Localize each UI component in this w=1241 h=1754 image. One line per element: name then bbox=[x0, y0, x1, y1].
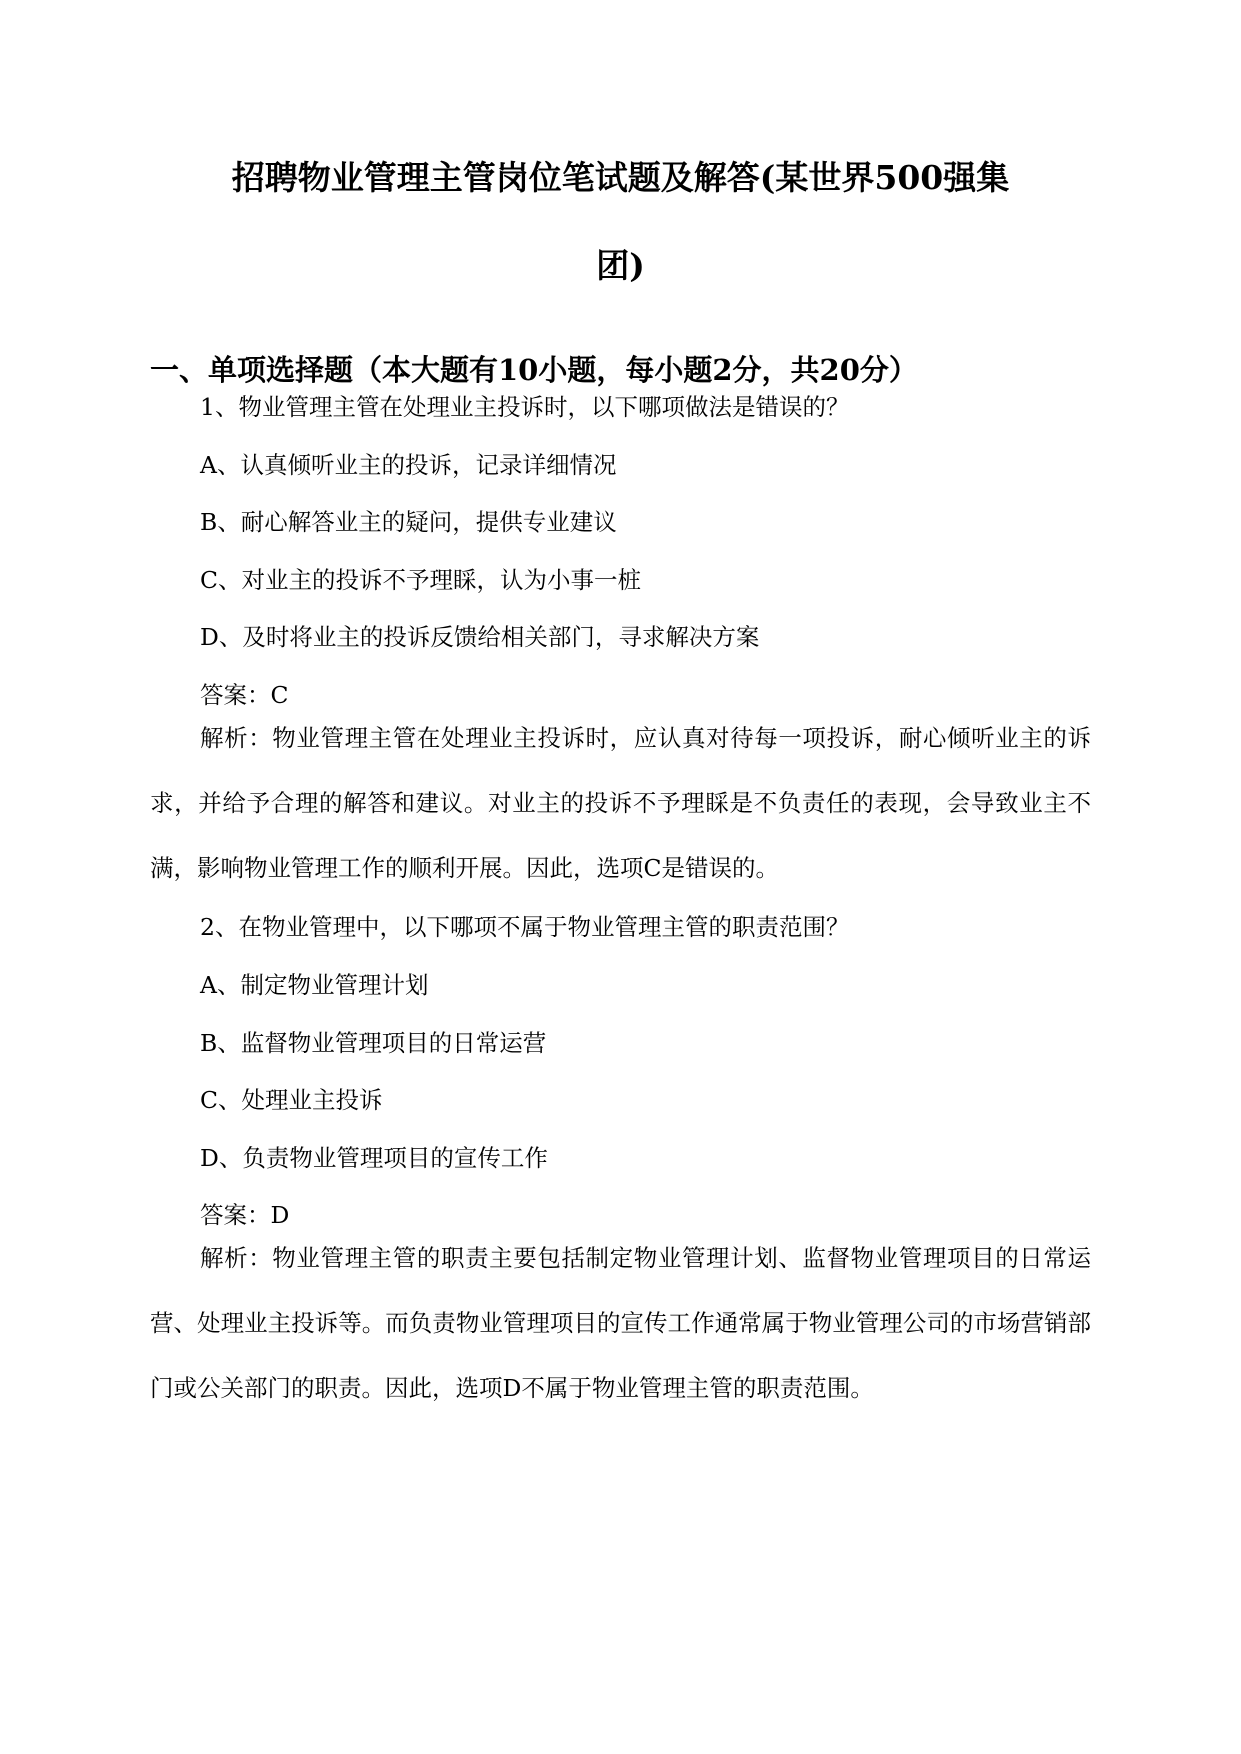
question-2-analysis: 解析：物业管理主管的职责主要包括制定物业管理计划、监督物业管理项目的日常运营、处理业主投诉等。而负责物业管理项目的宣传工作通常属于物业管理公司的市场营销部门或公关部门的职责。因此，选项D不属于物业管理主管的职责范围。 bbox=[150, 1244, 1091, 1402]
question-2-option-b: B、监督物业管理项目的日常运营 bbox=[200, 1029, 547, 1057]
section-heading: 一、单项选择题（本大题有10小题，每小题2分，共20分） bbox=[150, 353, 918, 387]
question-1-answer: 答案：C bbox=[200, 681, 289, 709]
question-2-option-a: A、制定物业管理计划 bbox=[200, 971, 429, 999]
question-1-analysis: 解析：物业管理主管在处理业主投诉时，应认真对待每一项投诉，耐心倾听业主的诉求，并给予合理的解答和建议。对业主的投诉不予理睬是不负责任的表现，会导致业主不满，影响物业管理工作的顺利开展。因此，选项C是错误的。 bbox=[150, 724, 1091, 882]
question-1-option-d: D、及时将业主的投诉反馈给相关部门，寻求解决方案 bbox=[200, 623, 760, 651]
question-1-option-c: C、对业主的投诉不予理睬，认为小事一桩 bbox=[200, 566, 641, 594]
document-title-line-1: 招聘物业管理主管岗位笔试题及解答(某世界500强集 bbox=[231, 158, 1010, 197]
question-2-option-d: D、负责物业管理项目的宣传工作 bbox=[200, 1144, 548, 1172]
question-1-option-a: A、认真倾听业主的投诉，记录详细情况 bbox=[200, 451, 617, 479]
document-title-line-2: 团) bbox=[596, 246, 645, 285]
question-2-option-c: C、处理业主投诉 bbox=[200, 1086, 383, 1114]
question-2-answer: 答案：D bbox=[200, 1201, 290, 1229]
question-1-text: 1、物业管理主管在处理业主投诉时，以下哪项做法是错误的？ bbox=[200, 393, 850, 421]
question-1-option-b: B、耐心解答业主的疑问，提供专业建议 bbox=[200, 508, 617, 536]
question-2-text: 2、在物业管理中，以下哪项不属于物业管理主管的职责范围？ bbox=[200, 913, 850, 941]
